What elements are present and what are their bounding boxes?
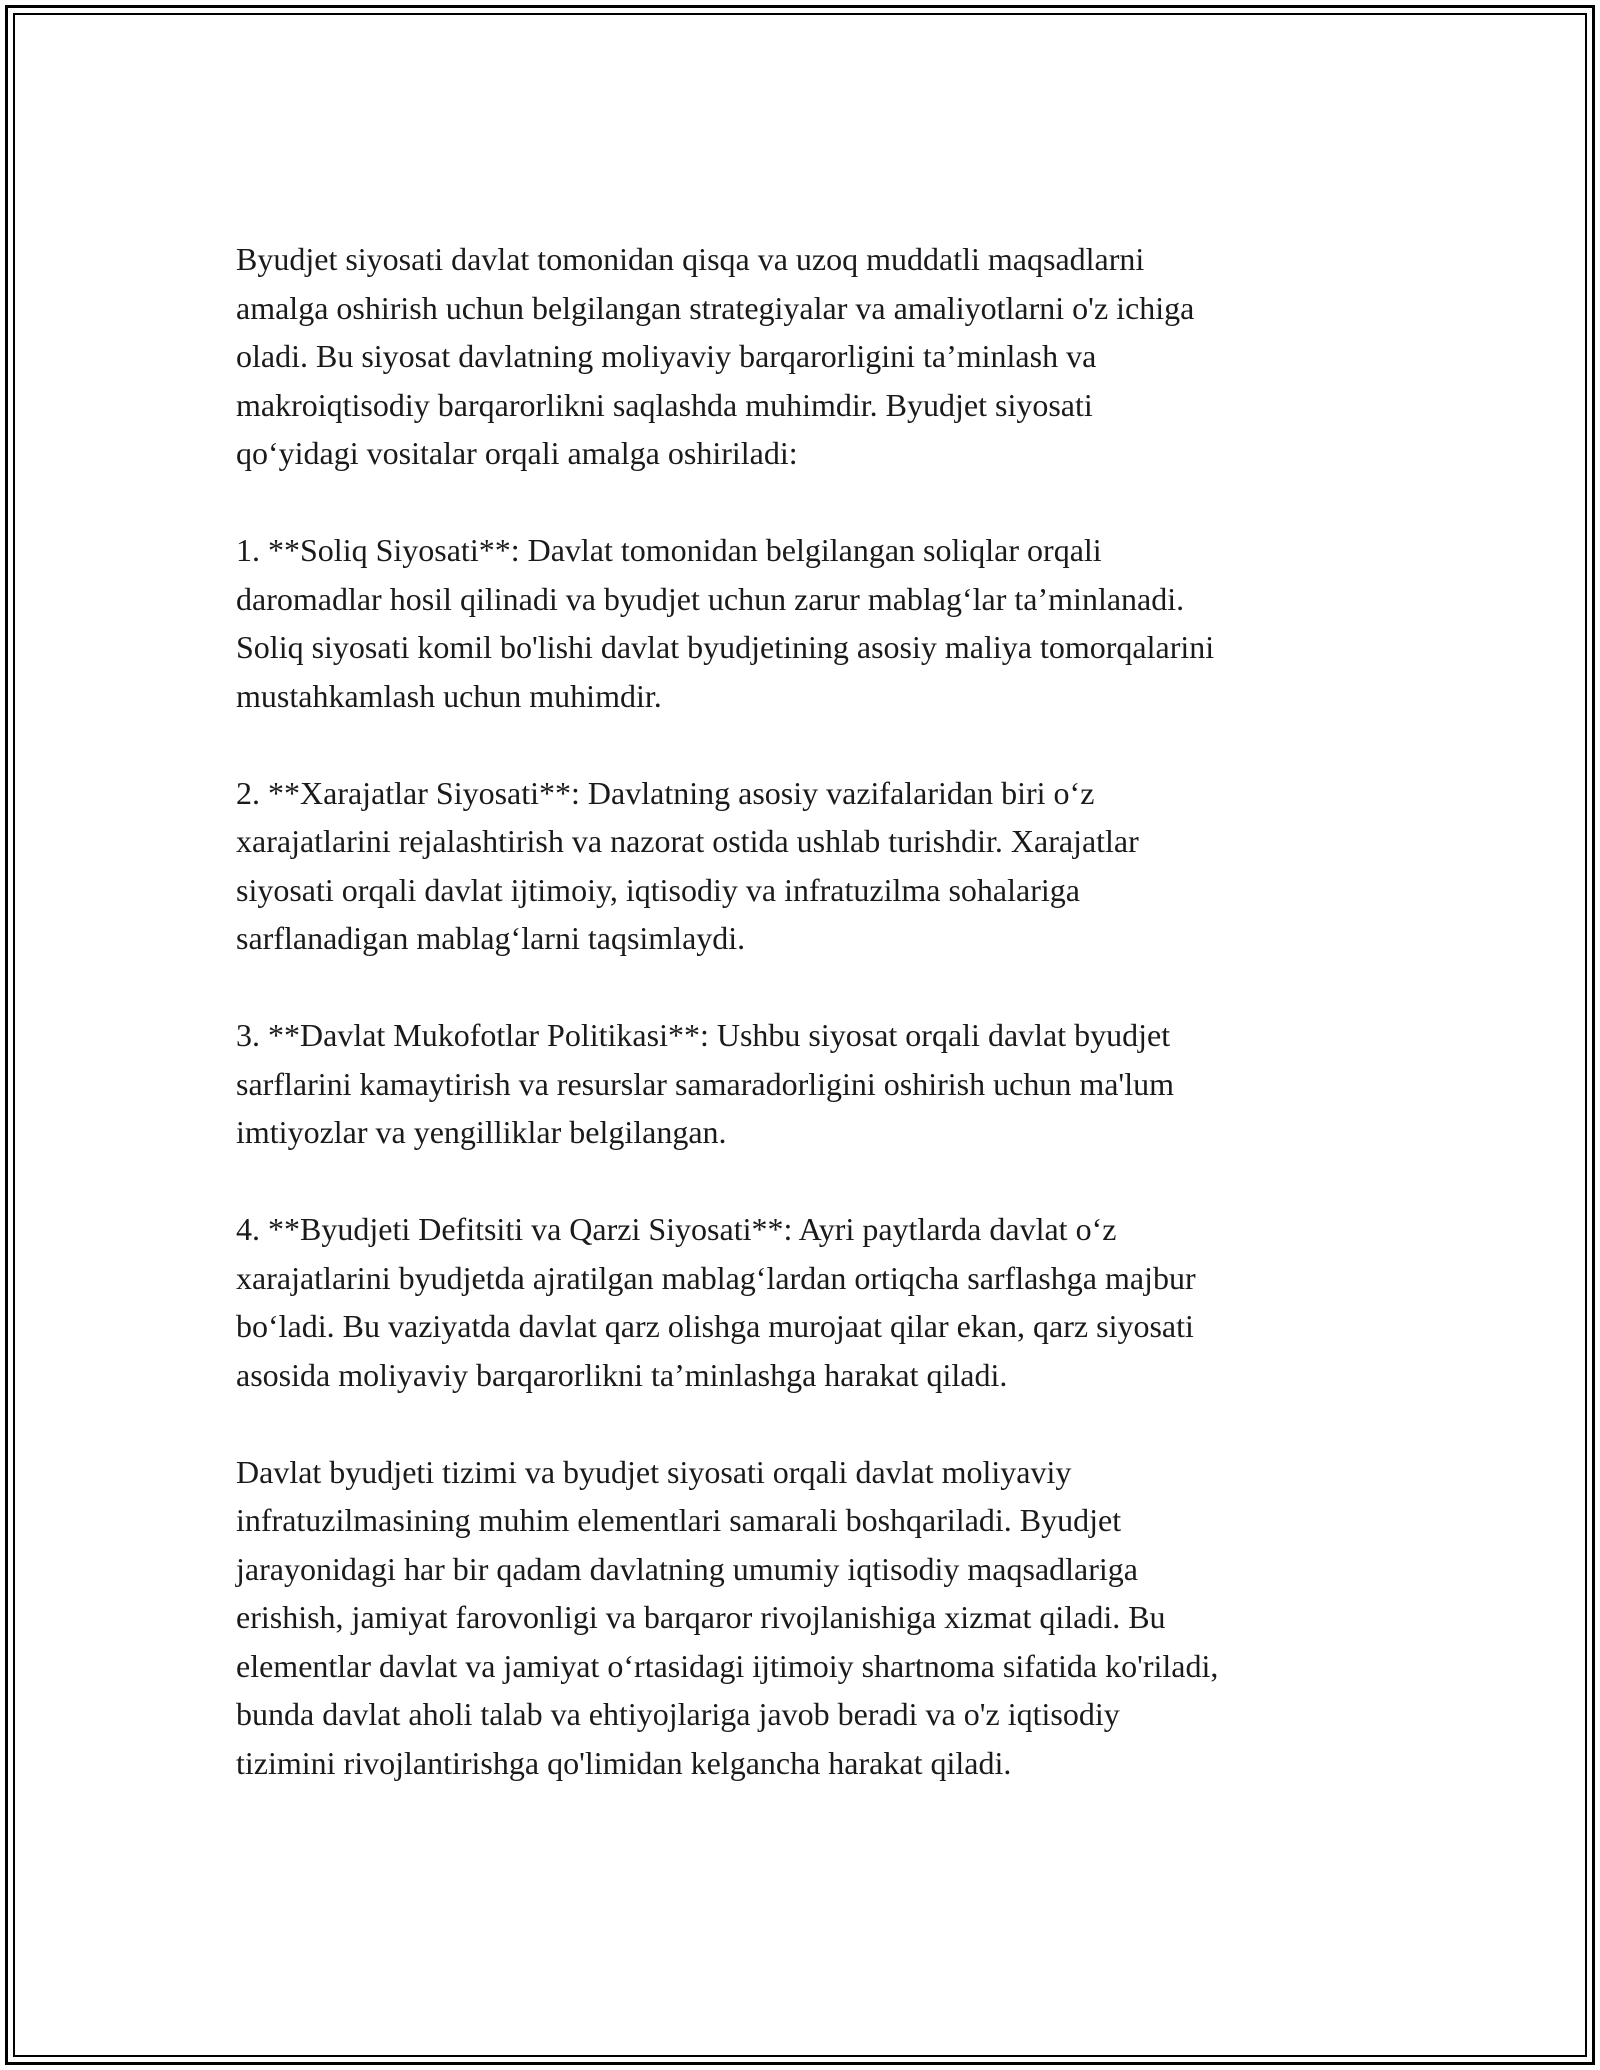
list-item-xarajatlar-siyosati: 2. **Xarajatlar Siyosati**: Davlatning asosiy vazifalaridan biri o‘z xarajatlarini rejalashtirish va nazorat ostida ushlab turishdir. Xarajatlar siyosati orqali davlat ijtimoiy, iqtisodiy va infratuzilma sohalariga sarflanadigan mablag‘larni taqsimlaydi. — [236, 774, 1139, 956]
conclusion-paragraph: Davlat byudjeti tizimi va byudjet siyosati orqali davlat moliyaviy infratuzilmasining muhim elementlari samarali boshqariladi. Byudjet jarayonidagi har bir qadam davlatning umumiy iqtisodiy maqsadlariga erishish, jamiyat farovonligi va barqaror rivojlanishiga xizmat qiladi. Bu elementlar davlat va jamiyat o‘rtasidagi ijtimoiy shartnoma sifatida ko'riladi, bunda davlat aholi talab va ehtiyojlariga javob beradi va o'z iqtisodiy tizimini rivojlantirishga qo'limidan kelgancha harakat qiladi. — [236, 1453, 1219, 1781]
intro-paragraph: Byudjet siyosati davlat tomonidan qisqa va uzoq muddatli maqsadlarni amalga oshirish uchun belgilangan strategiyalar va amaliyotlarni o'z ichiga oladi. Bu siyosat davlatning moliyaviy barqarorligini ta’minlash va makroiqtisodiy barqarorlikni saqlashda muhimdir. Byudjet siyosati qo‘yidagi vositalar orqali amalga oshiriladi: — [236, 241, 1195, 471]
list-item-defitsit-qarz-siyosati: 4. **Byudjeti Defitsiti va Qarzi Siyosati**: Ayri paytlarda davlat o‘z xarajatlarini byudjetda ajratilgan mablag‘lardan ortiqcha sarflashga majbur bo‘ladi. Bu vaziyatda davlat qarz olishga murojaat qilar ekan, qarz siyosati asosida moliyaviy barqarorlikni ta’minlashga harakat qiladi. — [236, 1211, 1196, 1393]
document-body — [236, 235, 1376, 1836]
list-item-soliq-siyosati: 1. **Soliq Siyosati**: Davlat tomonidan belgilangan soliqlar orqali daromadlar hosil qilinadi va byudjet uchun zarur mablag‘lar ta’minlanadi. Soliq siyosati komil bo'lishi davlat byudjetining asosiy maliya tomorqalarini mustahkamlash uchun muhimdir. — [236, 532, 1215, 714]
list-item-mukofotlar-politikasi: 3. **Davlat Mukofotlar Politikasi**: Ushbu siyosat orqali davlat byudjet sarflarini kamaytirish va resurslar samaradorligini oshirish uchun ma'lum imtiyozlar va yengilliklar belgilangan. — [236, 1017, 1174, 1150]
